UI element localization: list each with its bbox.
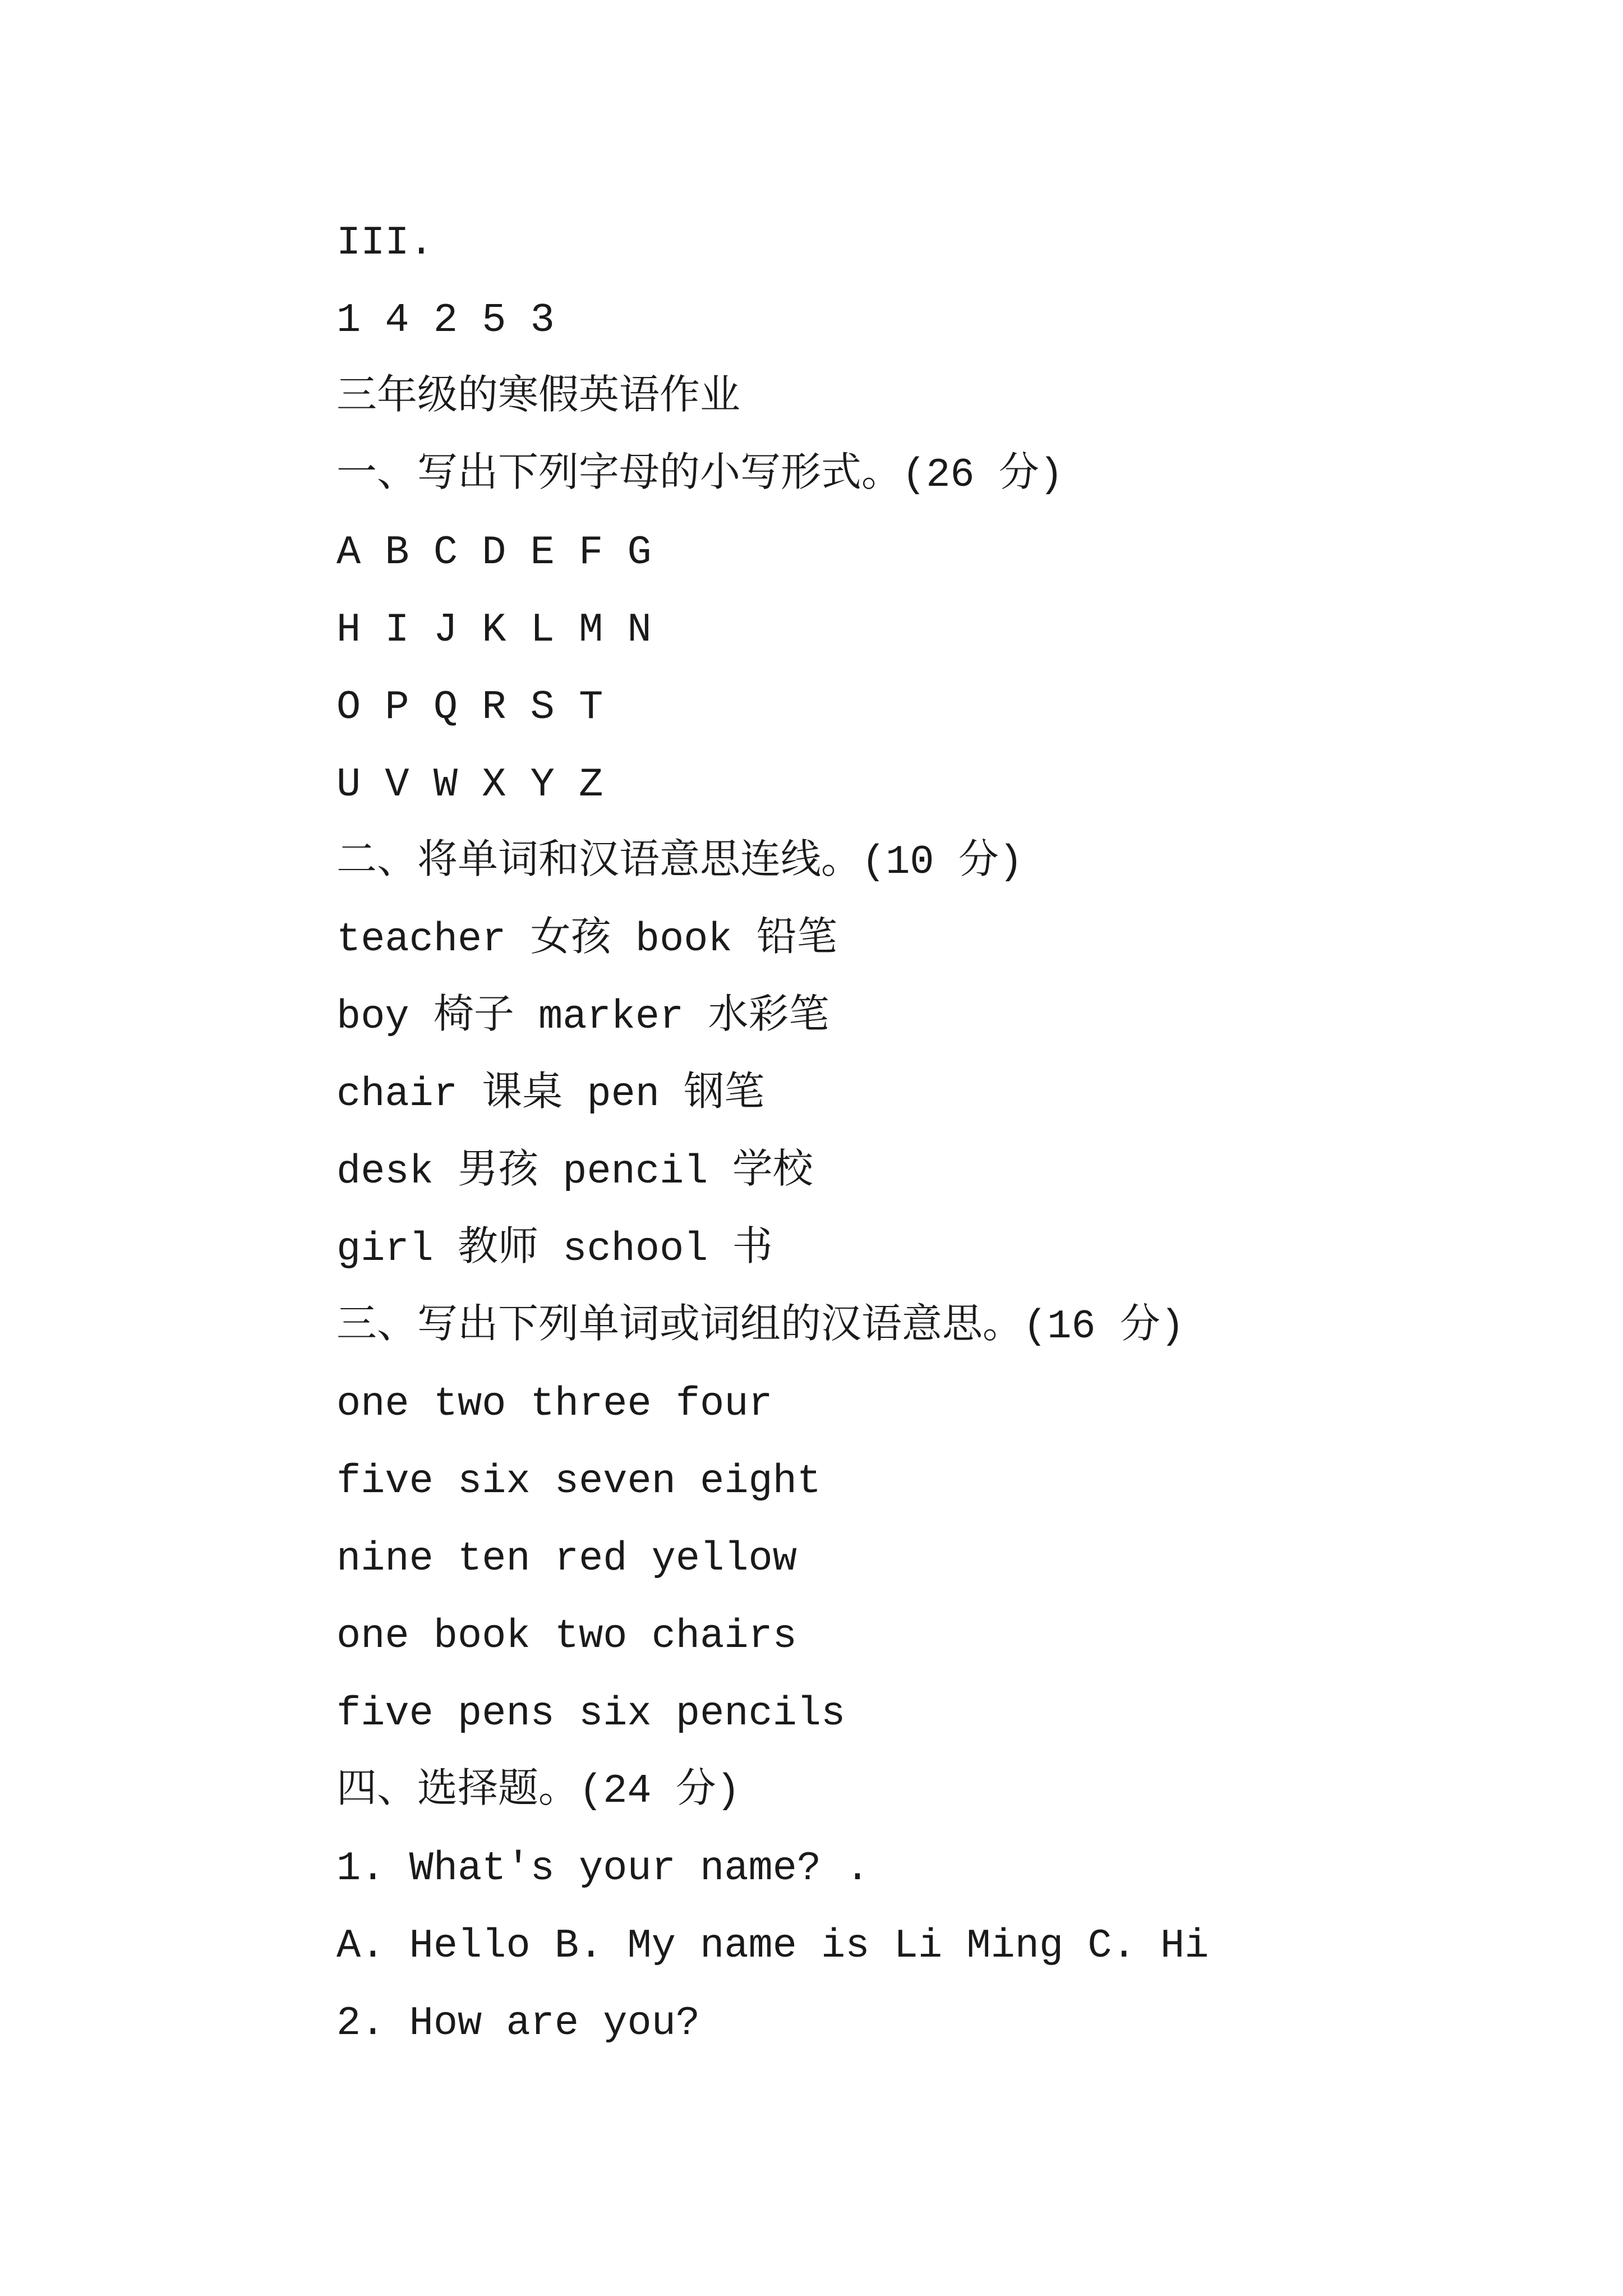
question-heading-4: 四、选择题。(24 分)	[336, 1768, 741, 1814]
vocab-row: five pens six pencils	[336, 1691, 846, 1737]
question-heading-1: 一、写出下列字母的小写形式。(26 分)	[336, 452, 1064, 498]
question-options: A. Hello B. My name is Li Ming C. Hi	[336, 1923, 1209, 1969]
question-item: 2. How are you?	[336, 2000, 700, 2046]
vocab-row: one book two chairs	[336, 1613, 797, 1659]
matching-row: teacher 女孩 book 铅笔	[336, 917, 837, 963]
matching-row: girl 教师 school 书	[336, 1226, 773, 1272]
letters-row: H I J K L M N	[336, 607, 652, 653]
document-page	[336, 216, 1514, 2074]
vocab-row: five six seven eight	[336, 1458, 822, 1504]
answer-sequence: 1 4 2 5 3	[336, 297, 555, 343]
matching-row: boy 椅子 marker 水彩笔	[336, 994, 829, 1040]
question-item: 1. What's your name? .	[336, 1846, 870, 1892]
question-heading-3: 三、写出下列单词或词组的汉语意思。(16 分)	[336, 1304, 1185, 1350]
matching-row: chair 课桌 pen 钢笔	[336, 1071, 765, 1117]
question-heading-2: 二、将单词和汉语意思连线。(10 分)	[336, 839, 1023, 885]
letters-row: U V W X Y Z	[336, 762, 603, 808]
vocab-row: nine ten red yellow	[336, 1536, 797, 1582]
document-title: 三年级的寒假英语作业	[336, 375, 741, 421]
letters-row: O P Q R S T	[336, 684, 603, 730]
letters-row: A B C D E F G	[336, 530, 652, 576]
section-label: III.	[336, 220, 434, 266]
matching-row: desk 男孩 pencil 学校	[336, 1149, 813, 1195]
vocab-row: one two three four	[336, 1381, 773, 1427]
